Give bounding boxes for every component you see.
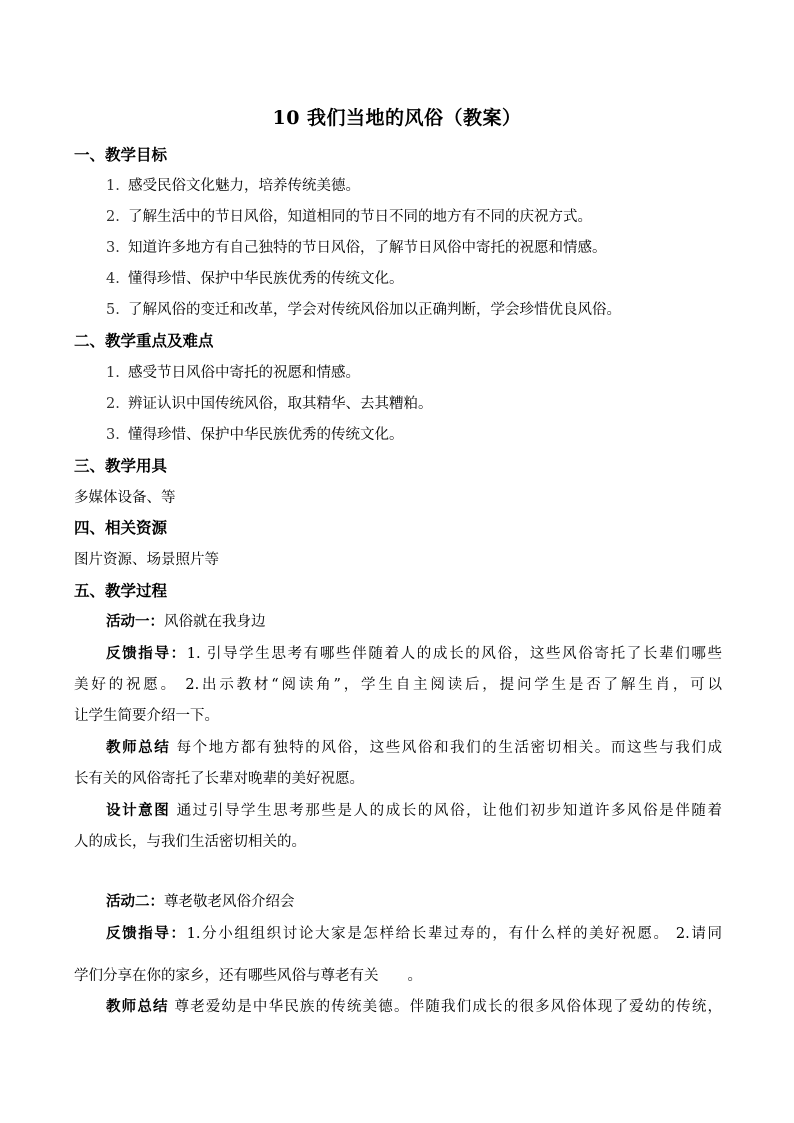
activity-one-feedback bbox=[106, 642, 722, 663]
item-number: 3. bbox=[106, 427, 120, 443]
item-number: 1. bbox=[106, 178, 120, 194]
item-text: 辨证认识中国传统风俗，取其精华、去其糟粕。 bbox=[128, 396, 433, 412]
resources-text: 图片资源、场景照片等 bbox=[74, 552, 219, 568]
key-point-item bbox=[106, 392, 433, 413]
summary-label: 教师总结 bbox=[106, 998, 169, 1015]
teaching-tools-text: 多媒体设备、等 bbox=[74, 490, 176, 506]
intent-text: 通过引导学生思考那些是人的成长的风俗，让他们初步知道许多风俗是伴随着 bbox=[176, 803, 723, 819]
activity-two-summary bbox=[106, 995, 722, 1016]
heading-resources: 四、相关资源 bbox=[74, 518, 168, 537]
feedback-text: 1. 引导学生思考有哪些伴随着人的成长的风俗，这些风俗寄托了长辈们哪些 bbox=[186, 646, 722, 662]
heading-teaching-goals: 一、教学目标 bbox=[74, 145, 168, 164]
key-point-item bbox=[106, 361, 360, 382]
heading-teaching-process: 五、教学过程 bbox=[74, 581, 168, 600]
item-number: 1. bbox=[106, 365, 120, 381]
heading-teaching-tools: 三、教学用具 bbox=[74, 456, 168, 475]
item-number: 3. bbox=[106, 240, 120, 256]
feedback-text: 1.分小组组织讨论大家是怎样给长辈过寿的，有什么样的美好祝愿。 2.请同 bbox=[186, 926, 722, 942]
activity-one-feedback-cont: 美好的祝愿。 2.出示教材“阅读角”，学生自主阅读后，提问学生是否了解生肖，可以 bbox=[74, 677, 722, 693]
activity-one-intent bbox=[106, 799, 722, 820]
summary-label: 教师总结 bbox=[106, 739, 171, 756]
activity-name: 风俗就在我身边 bbox=[164, 614, 266, 630]
document-title: 10 我们当地的风俗（教案） bbox=[272, 107, 522, 129]
item-number: 5. bbox=[106, 302, 120, 318]
item-number: 2. bbox=[106, 209, 120, 225]
item-text: 懂得珍惜、保护中华民族优秀的传统文化。 bbox=[128, 271, 404, 287]
activity-two-title bbox=[106, 890, 295, 911]
item-text: 感受民俗文化魅力，培养传统美德。 bbox=[128, 178, 360, 194]
item-text: 了解风俗的变迁和改革，学会对传统风俗加以正确判断，学会珍惜优良风俗。 bbox=[128, 302, 621, 318]
intent-label: 设计意图 bbox=[106, 802, 171, 819]
summary-text: 尊老爱幼是中华民族的传统美德。伴随我们成长的很多风俗体现了爱幼的传统， bbox=[174, 999, 723, 1015]
item-number: 4. bbox=[106, 271, 120, 287]
summary-text: 每个地方都有独特的风俗，这些风俗和我们的生活密切相关。而这些与我们成 bbox=[176, 740, 723, 756]
activity-two-feedback-cont: 学们分享在你的家乡，还有哪些风俗与尊老有关 。 bbox=[74, 968, 422, 984]
heading-key-points: 二、教学重点及难点 bbox=[74, 331, 214, 350]
item-text: 知道许多地方有自己独特的节日风俗，了解节日风俗中寄托的祝愿和情感。 bbox=[128, 240, 607, 256]
goal-item bbox=[106, 236, 607, 257]
item-text: 感受节日风俗中寄托的祝愿和情感。 bbox=[128, 365, 360, 381]
feedback-label: 反馈指导： bbox=[106, 925, 187, 942]
activity-one-feedback-cont: 让学生简要介绍一下。 bbox=[74, 708, 219, 724]
activity-name: 尊老敬老风俗介绍会 bbox=[164, 894, 295, 910]
feedback-label: 反馈指导： bbox=[106, 645, 187, 662]
goal-item bbox=[106, 267, 404, 288]
item-number: 2. bbox=[106, 396, 120, 412]
item-text: 懂得珍惜、保护中华民族优秀的传统文化。 bbox=[128, 427, 404, 443]
goal-item bbox=[106, 205, 592, 226]
item-text: 了解生活中的节日风俗，知道相同的节日不同的地方有不同的庆祝方式。 bbox=[128, 209, 592, 225]
activity-one-title bbox=[106, 610, 266, 631]
activity-one-summary bbox=[106, 736, 722, 757]
goal-item bbox=[106, 174, 360, 195]
activity-one-summary-cont: 长有关的风俗寄托了长辈对晚辈的美好祝愿。 bbox=[74, 771, 364, 787]
key-point-item bbox=[106, 423, 404, 444]
activity-one-intent-cont: 人的成长，与我们生活密切相关的。 bbox=[74, 834, 306, 850]
goal-item bbox=[106, 298, 621, 319]
activity-two-feedback bbox=[106, 922, 722, 943]
activity-label: 活动二： bbox=[106, 893, 164, 910]
activity-label: 活动一： bbox=[106, 613, 164, 630]
